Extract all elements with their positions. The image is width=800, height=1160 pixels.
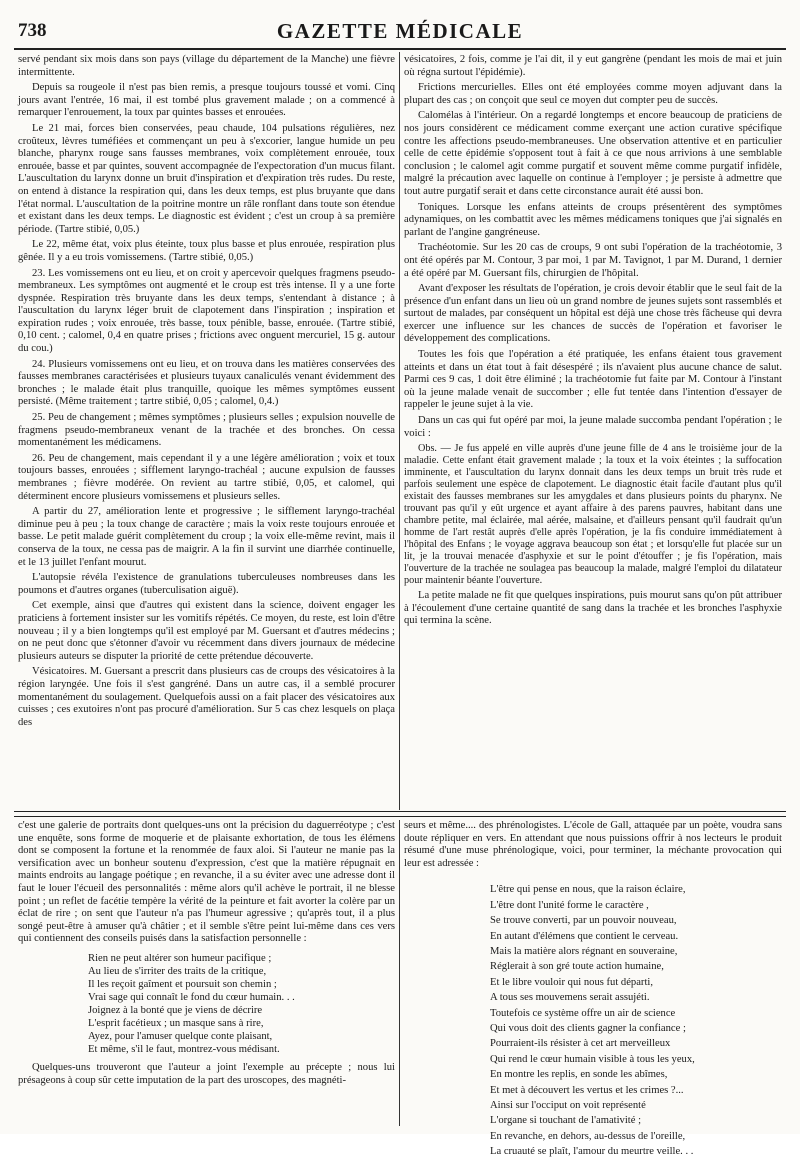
column-divider bbox=[399, 820, 400, 1126]
paragraph: 24. Plusieurs vomissemens ont eu lieu, et on trouva dans les matières conservées des fausses membranes caractérisées et plusieurs tuyaux canaliculés venant évidemment des bronches ; le malade était plus tranquille, quoique les mêmes symptômes eussent persisté. (Même traitement ; tartre stibié, 0,05 ; calomel, 0,4.) bbox=[18, 358, 395, 408]
verse-line: Se trouve converti, par un pouvoir nouveau, bbox=[490, 915, 677, 927]
page-number: 738 bbox=[18, 20, 47, 41]
verse-line: Vrai sage qui connaît le fond du cœur humain. . . bbox=[88, 991, 295, 1003]
feuilleton-divider bbox=[14, 811, 786, 817]
verse-block bbox=[88, 952, 395, 1056]
paragraph: Toutes les fois que l'opération a été pratiquée, les enfans étaient tous gravement atteints et dans un état tout à fait désespéré ; ils n'avaient plus aucune chance de salut. Parmi ces 9 cas, 1 doit être éliminé ; la trachéotomie fut faite par M. Contour à l'instant où la jeune malade venait de succomber ; elle fut tentée dans l'intention d'essayer de rappeler le jeune sujet à la vie. bbox=[404, 349, 782, 411]
paragraph: 26. Peu de changement, mais cependant il y a une légère amélioration ; voix et toux toujours basses, enrouées ; sifflement laryngo-trachéal ; aucune expulsion de fausses membranes ; fièvre modérée. On revient au tartre stibié, 0,05, et calomel, qui déterminent encore plusieurs vomissemens et plusieurs selles. bbox=[18, 452, 395, 502]
paragraph: Le 22, même état, voix plus éteinte, toux plus basse et plus enrouée, respiration plus gênée. Il y a eu trois vomissemens. (Tartre stibié, 0,05.) bbox=[18, 239, 395, 263]
column-left-feuilleton bbox=[18, 820, 395, 1126]
verse-line: Pourraient-ils résister à cet art merveilleux bbox=[490, 1038, 671, 1050]
verse-line: L'être qui pense en nous, que la raison éclaire, bbox=[490, 884, 686, 896]
verse-line: Mais la matière alors régnant en souveraine, bbox=[490, 946, 678, 957]
paragraph: Vésicatoires. M. Guersant a prescrit dans plusieurs cas de croups des vésicatoires à la région laryngée. Une fois il s'est gangréné. Dans un autre cas, il a semblé procurer momentanément du soulagement. Quelquefois aussi on a fait placer des vésicatoires aux cuisses ; ces exutoires n'ont pas procuré d'amélioration. Sur 5 cas chez lesquels on plaça des bbox=[18, 666, 395, 728]
paragraph: Cet exemple, ainsi que d'autres qui existent dans la science, doivent engager les praticiens à fortement insister sur les vomitifs répétés. Ce moyen, du reste, est loin d'être nouveau ; il y a bien longtemps qu'il est employé par M. Guersant et d'autres médecins ; on ne peut donc que s'étonner d'avoir vu récemment dans divers journaux de médecine plusieurs auteurs se disputer la priorité de cette prétendue découverte. bbox=[18, 600, 395, 662]
verse-line: Au lieu de s'irriter des traits de la critique, bbox=[88, 965, 267, 977]
column-right-feuilleton bbox=[404, 820, 782, 1158]
paragraph: Avant d'exposer les résultats de l'opération, je crois devoir établir que le seul fait de la présence d'un enfant dans un lieu où un grand nombre de jeunes sujets sont rassemblés et surtout de malades, par conséquent un hôpital est déjà une chose très fâcheuse qui devra exercer une influence sur les chances de succès de l'opération et favoriser le développement des complications. bbox=[404, 283, 782, 345]
verse-line: Rien ne peut altérer son humeur pacifique ; bbox=[88, 952, 272, 964]
page-header bbox=[14, 14, 786, 50]
paragraph: 25. Peu de changement ; mêmes symptômes ; plusieurs selles ; expulsion nouvelle de fragmens pseudo-membraneux venant de la trachée et des bronches. On cessa momentanément les médicamens. bbox=[18, 412, 395, 449]
paragraph: Dans un cas qui fut opéré par moi, la jeune malade succomba pendant l'opération ; le voici : bbox=[404, 415, 782, 439]
paragraph: servé pendant six mois dans son pays (village du département de la Manche) une fièvre intermittente. bbox=[18, 54, 395, 78]
verse-line: Qui vous doit des clients gagner la confiance ; bbox=[490, 1023, 686, 1035]
paragraph: Le 21 mai, forces bien conservées, peau chaude, 104 pulsations régulières, nez croûteux, lèvres tuméfiées et commençant un peu à s'excorier, langue humide un peu blanche, pharynx rouge sans fausses membranes, voix complètement enrouée, toux enrouée, basse et par quintes, souvent accompagnée de l'expectoration d'un mucus filant. L'auscultation du larynx donne un bruit d'inspiration et d'expiration très rudes. Du reste, on entend à distance la respiration qui, dans les deux temps, est plus bruyante que dans l'état normal. L'auscultation de la poitrine montre un râle ronflant dans toute son étendue et existant dans les deux temps. Le diagnostic est évident ; c'est un croup à sa première période. (Tartre stibié, 0,05.) bbox=[18, 122, 395, 235]
verse-line: Et même, s'il le faut, montrez-vous médisant. bbox=[88, 1043, 280, 1055]
verse-line: L'organe si touchant de l'amativité ; bbox=[490, 1115, 642, 1127]
paragraph: 23. Les vomissemens ont eu lieu, et on croit y apercevoir quelques fragmens pseudo-membraneux. Les symptômes ont augmenté et le croup est très intense. Il y a une forte dyspnée. Respiration très bruyante dans les deux temps, s'entendant à distance ; à l'auscultation du larynx léger bruit de clapotement dans l'inspiration ; inspiration et expiration rudes ; voix enrouée, très basse, toux pénible, basse, enrouée. (Tartre stibié, 0,10 cent. ; calomel, 0,4 en quatre prises ; frictions avec onguent mercuriel, 15 g. autour du cou.) bbox=[18, 267, 395, 355]
verse-line: Et met à découvert les vertus et les crimes ?... bbox=[490, 1084, 684, 1096]
paragraph: Depuis sa rougeole il n'est pas bien remis, a presque toujours toussé et vomi. Cinq jours avant l'entrée, 16 mai, il est tombé plus gravement malade ; on a commencé à remarquer l'enrouement, la toux par quintes basses et enrouées. bbox=[18, 82, 395, 119]
verse-line: Et le libre vouloir qui nous fut départi, bbox=[490, 976, 653, 988]
verse-line: Il les reçoit gaîment et poursuit son chemin ; bbox=[88, 978, 277, 990]
paragraph: c'est une galerie de portraits dont quelques-uns ont la précision du daguerréotype ; c'est une enquête, sons forme de moquerie et de plaisante exhortation, de tous les élémens dont se composent la fortune et la renommée de faux aloi. Si l'auteur ne manie pas la versification avec un bonheur soutenu d'expression, c'est que la matière répugnait en maints endroits au langage poétique ; en revanche, il a su éviter avec une adresse dont il faut le louer l'écueil des personnalités : même alors qu'il achève le portrait, il ne blesse point ; un reflet de facétie tempère la vérité de la peinture et fait avorter la colère par un éclat de rire ; on sent que l'auteur n'a pas l'humeur agressive ; qu'après tout, il a plus songé peut-être à amuser qu'à châtier ; et il semble s'être peint lui-même dans ces vers qui contiennent des conseils puisés dans la satisfaction personnelle : bbox=[18, 820, 395, 945]
verse-block bbox=[490, 882, 782, 1159]
verse-line: A tous ses mouvemens serait assujéti. bbox=[490, 992, 650, 1004]
verse-line: Qui rend le cœur humain visible à tous les yeux, bbox=[490, 1053, 695, 1065]
paragraph: La petite malade ne fit que quelques inspirations, puis mourut sans qu'on pût attribuer à l'écoulement d'une certaine quantité de sang dans la trachée et les bronches l'asphyxie qui termina la scène. bbox=[404, 590, 782, 627]
verse-line: Ayez, pour l'amuser quelque conte plaisant, bbox=[88, 1030, 273, 1042]
verse-line: En montre les replis, en sonde les abîmes, bbox=[490, 1069, 668, 1081]
paragraph: Frictions mercurielles. Elles ont été employées comme moyen adjuvant dans la plupart des cas ; on conçoit que seul ce moyen dut compter peu de succès. bbox=[404, 82, 782, 106]
paragraph: seurs et même.... des phrénologistes. L'école de Gall, attaquée par un poète, voudra sans doute répliquer en vers. En attendant que nous puissions offrir à nos lecteurs le produit résumé d'une muse phrénologique, voici, pour terminer, la méchante provocation qui leur est adressée : bbox=[404, 820, 782, 869]
observation-paragraph: Obs. — Je fus appelé en ville auprès d'une jeune fille de 4 ans le troisième jour de la maladie. Cette enfant était gravement malade ; la toux et la voix éteintes ; la suffocation imminente, et l'auscultation du larynx donnait dans les deux temps un bruit très rude et parfois seulement une espèce de clapotement. Le diagnostic était facile d'autant plus qu'il existait des fausses membranes sur les amygdales et dans plusieurs points du pharynx. Ne trouvant pas qu'il y eût urgence et ayant affaire à des parens pauvres, habitant dans une chambre petite, mal éclairée, mal aérée, malsaine, et d'ailleurs pensant qu'il faudrait qu'un homme de l'art restât auprès d'elle après l'opération, je la fis conduire immédiatement à l'hôpital des Enfans ; le voyage aggrava beaucoup son état ; et lorsqu'elle fut placée sur un lit, je la trouvai menacée d'asphyxie et sur le point d'étouffer ; je fis l'opération, mais l'ouverture de la trachée ne soulagea pas beaucoup la malade, malgré l'emploi du dilatateur pour maintenir béante l'ouverture. bbox=[404, 443, 782, 587]
paragraph: A partir du 27, amélioration lente et progressive ; le sifflement laryngo-trachéal diminue peu à peu ; la toux change de caractère ; mais la voix reste toujours enrouée et basse. Le petit malade guérit complètement du croup ; la voix elle-même revint, mais il conserva de la toux, ne cessa pas de maigrir. A la fin il survint une diarrhée continuelle, et le 13 juillet l'enfant mourut. bbox=[18, 506, 395, 568]
journal-title: GAZETTE MÉDICALE bbox=[276, 19, 524, 43]
verse-line: La cruauté se plaît, l'amour du meurtre veille. . . bbox=[490, 1146, 694, 1158]
paragraph: Calomélas à l'intérieur. On a regardé longtemps et encore beaucoup de praticiens de nos jours considèrent ce médicament comme exerçant une action curative spécifique contre les affections pseudo-membraneuses. Une observation attentive et en particulier celle de cette épidémie s'opposent tout à fait à ce que nous arrivions à une semblable conclusion ; le calomel agit comme purgatif et souvent même comme purgatif infidèle, malgré la précaution avec laquelle on continue à l'employer ; je persiste à admettre que tout autre purgatif serait et dans cette circonstance aurait été aussi bon. bbox=[404, 110, 782, 197]
paragraph: L'autopsie révéla l'existence de granulations tuberculeuses nombreuses dans les poumons et d'autres organes (tuberculisation aiguë). bbox=[18, 572, 395, 596]
column-divider bbox=[399, 52, 400, 810]
verse-line: L'esprit facétieux ; un masque sans à rire, bbox=[88, 1017, 264, 1029]
paragraph: Quelques-uns trouveront que l'auteur a joint l'exemple au précepte ; nous lui présageons à coup sûr cette imputation de la part des uroscopes, des magnéti- bbox=[18, 1061, 395, 1086]
verse-line: Toutefois ce système offre un air de science bbox=[490, 1007, 676, 1019]
verse-line: Joignez à la bonté que je viens de décrire bbox=[88, 1004, 263, 1016]
column-left-top bbox=[18, 54, 395, 808]
verse-line: L'être dont l'unité forme le caractère , bbox=[490, 899, 649, 911]
verse-line: En autant d'élémens que contient le cerveau. bbox=[490, 930, 679, 942]
paragraph: Toniques. Lorsque les enfans atteints de croups présentèrent des symptômes adynamiques, on les combattit avec les mêmes médicamens toniques que j'ai signalés en parlant de l'angine gangréneuse. bbox=[404, 201, 782, 238]
verse-line: Ainsi sur l'occiput on voit représenté bbox=[490, 1100, 646, 1112]
column-right-top bbox=[404, 54, 782, 808]
verse-line: En revanche, en dehors, au-dessus de l'oreille, bbox=[490, 1130, 686, 1142]
paragraph: vésicatoires, 2 fois, comme je l'ai dit, il y eut gangrène (pendant les mois de mai et juin où régna surtout l'épidémie). bbox=[404, 54, 782, 78]
paragraph: Trachéotomie. Sur les 20 cas de croups, 9 ont subi l'opération de la trachéotomie, 3 ont été opérés par M. Contour, 3 par moi, 1 par M. Tavignot, 1 par M. Durand, 1 dernier a été opéré par M. Guersant fils, chirurgien de l'hôpital. bbox=[404, 242, 782, 279]
verse-line: Réglerait à son gré toute action humaine, bbox=[490, 961, 664, 973]
